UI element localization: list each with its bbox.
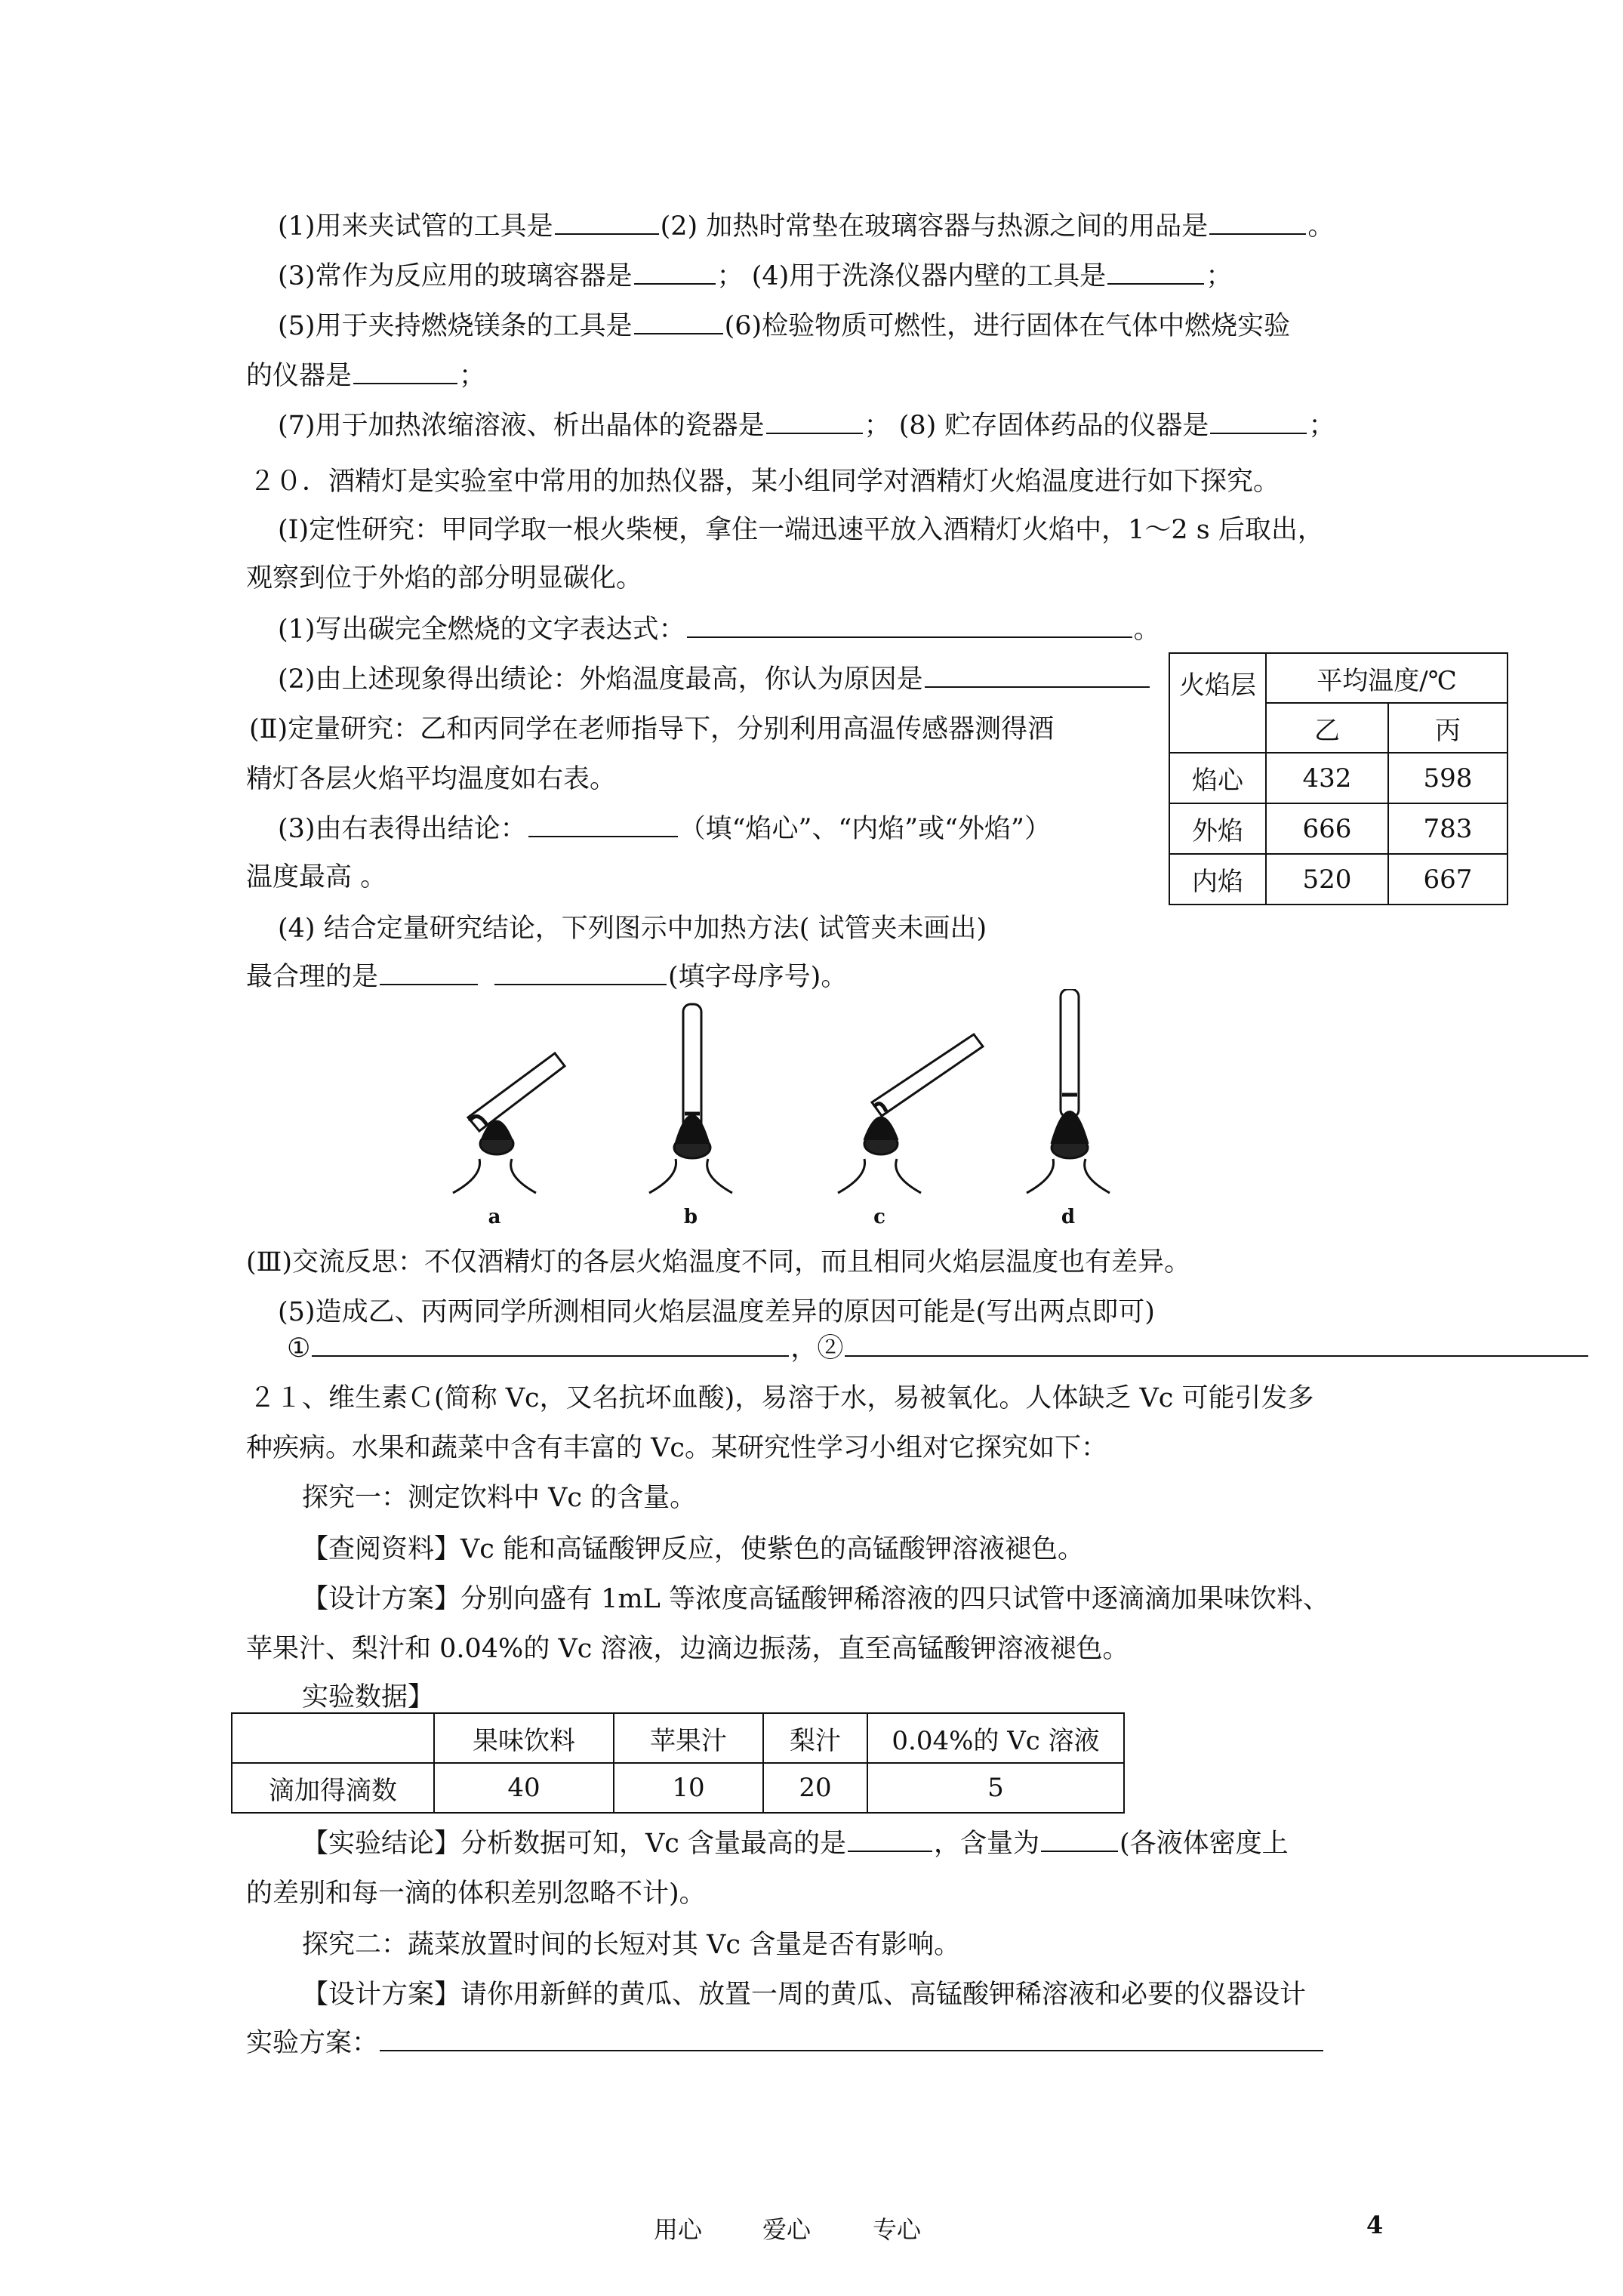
answer-blank[interactable]: [312, 1333, 789, 1357]
table-header-yi: 乙: [1266, 703, 1388, 753]
table-header-layer: 火焰层: [1169, 653, 1266, 753]
q20-sub-1: (1)写出碳完全燃烧的文字表达式： 。: [278, 615, 1160, 645]
q21-data-heading: 实验数据】: [302, 1682, 435, 1712]
footer-motto-3: 专心: [873, 2215, 922, 2244]
footer-motto-2: 爱心: [762, 2215, 812, 2244]
q19-line-4: 的仪器是 ；: [246, 361, 486, 391]
q21-conclusion: 【实验结论】分析数据可知，Vc 含量最高的是 ，含量为 (各液体密度上: [302, 1829, 1289, 1859]
answer-blank[interactable]: [1041, 1828, 1118, 1852]
q20-sub-5-answers: ① ，②: [287, 1330, 1590, 1367]
page-number: 4: [1366, 2211, 1384, 2239]
answer-blank[interactable]: [494, 961, 667, 985]
q19-line-5: (7)用于加热浓缩溶液、析出晶体的瓷器是 ； (8) 贮存固体药品的仪器是 ；: [278, 411, 1335, 441]
table-row: 滴加得滴数 40 10 20 5: [232, 1763, 1124, 1813]
q19-item-6: (6)检验物质可燃性，进行固体在气体中燃烧实验: [724, 311, 1291, 341]
q21-design-2: 【设计方案】请你用新鲜的黄瓜、放置一周的黄瓜、高锰酸钾稀溶液和必要的仪器设计: [302, 1980, 1307, 2010]
answer-blank[interactable]: [528, 813, 678, 837]
answer-blank[interactable]: [925, 664, 1150, 688]
label-d: d: [1061, 1206, 1076, 1228]
setup-a-icon: [453, 1053, 565, 1193]
q20-sub-4: (4) 结合定量研究结论，下列图示中加热方法( 试管夹未画出): [278, 914, 987, 944]
answer-blank[interactable]: [380, 961, 478, 985]
label-a: a: [488, 1206, 501, 1228]
answer-blank[interactable]: [634, 260, 716, 285]
answer-blank[interactable]: [687, 614, 1132, 638]
label-c: c: [873, 1206, 885, 1228]
q20-intro: ２０．酒精灯是实验室中常用的加热仪器，某小组同学对酒精灯火焰温度进行如下探究。: [249, 467, 1280, 497]
footer-motto-1: 用心: [654, 2215, 703, 2244]
setup-b-icon: [649, 1004, 732, 1193]
q21-design: 【设计方案】分别向盛有 1mL 等浓度高锰酸钾稀溶液的四只试管中逐滴滴加果味饮料、: [302, 1584, 1329, 1614]
q21-intro-cont: 种疾病。水果和蔬菜中含有丰富的 Vc。某研究性学习小组对它探究如下：: [246, 1433, 1108, 1463]
answer-blank[interactable]: [380, 2027, 1323, 2051]
q19-line-3: [278, 308, 1290, 344]
answer-blank[interactable]: [848, 1828, 932, 1852]
table-row: 外焰 666 783: [1169, 803, 1508, 854]
answer-blank[interactable]: [555, 211, 659, 235]
q21-inquiry-1: 探究一：测定饮料中 Vc 的含量。: [302, 1483, 697, 1513]
q20-sub-3-cont: 温度最高 。: [246, 862, 387, 892]
answer-blank[interactable]: [353, 360, 457, 384]
answer-blank[interactable]: [766, 410, 863, 434]
q19-item-5: (5)用于夹持燃烧镁条的工具是: [278, 311, 633, 341]
q20-qualitative-cont: 观察到位于外焰的部分明显碳化。: [246, 563, 643, 593]
q20-sub-4-cont: 最合理的是 (填字母序号)。: [246, 962, 848, 992]
answer-blank[interactable]: [1107, 260, 1204, 285]
q19-item-3: (3)常作为反应用的玻璃容器是: [278, 261, 633, 291]
q21-intro: ２１、维生素Ｃ(简称 Vc，又名抗坏血酸)，易溶于水，易被氧化。人体缺乏 Vc 可能引发多: [249, 1383, 1314, 1413]
q20-reflection: (Ⅲ)交流反思：不仅酒精灯的各层火焰温度不同，而且相同火焰层温度也有差异。: [246, 1247, 1191, 1277]
table-header-temp: 平均温度/℃: [1266, 653, 1508, 703]
setup-c-icon: [838, 1034, 983, 1193]
label-b: b: [683, 1206, 698, 1228]
q21-references: 【查阅资料】Vc 能和高锰酸钾反应，使紫色的高锰酸钾溶液褪色。: [302, 1534, 1085, 1564]
q20-quantitative-cont: 精灯各层火焰平均温度如右表。: [246, 764, 617, 794]
answer-blank[interactable]: [634, 310, 723, 334]
table-row: 焰心 432 598: [1169, 753, 1508, 803]
q21-design-2-cont: 实验方案：: [246, 2025, 1325, 2061]
q20-sub-2: (2)由上述现象得出绩论：外焰温度最高，你认为原因是: [278, 661, 1151, 698]
q19-item-4: ； (4)用于洗涤仪器内壁的工具是: [716, 261, 1107, 291]
table-row: 果味饮料 苹果汁 梨汁 0.04%的 Vc 溶液: [232, 1713, 1124, 1763]
q19-item-2: (2) 加热时常垫在玻璃容器与热源之间的用品是: [660, 211, 1209, 242]
answer-blank[interactable]: [845, 1333, 1588, 1357]
table-row: 内焰 520 667: [1169, 854, 1508, 905]
heating-methods-figure: [423, 989, 1193, 1238]
flame-temperature-table: [1169, 652, 1508, 905]
table-header-bing: 丙: [1388, 703, 1508, 753]
q19-line-2: (3)常作为反应用的玻璃容器是 ； (4)用于洗涤仪器内壁的工具是 ；: [278, 261, 1233, 291]
answer-blank[interactable]: [1210, 410, 1307, 434]
answer-blank[interactable]: [1209, 211, 1306, 235]
setup-d-icon: [1027, 989, 1110, 1193]
q19-item-8: ； (8) 贮存固体药品的仪器是: [864, 411, 1209, 441]
q20-sub-5: (5)造成乙、丙两同学所测相同火焰层温度差异的原因可能是(写出两点即可): [278, 1297, 1155, 1327]
q21-conclusion-cont: 的差别和每一滴的体积差别忽略不计)。: [246, 1878, 706, 1909]
q19-item-1: (1)用来夹试管的工具是: [278, 211, 553, 242]
q21-design-cont: 苹果汁、梨汁和 0.04%的 Vc 溶液，边滴边振荡，直至高锰酸钾溶液褪色。: [246, 1634, 1129, 1664]
q20-qualitative: (Ⅰ)定性研究：甲同学取一根火柴梗，拿住一端迅速平放入酒精灯火焰中，1～2 s 后取出，: [278, 515, 1324, 545]
q19-item-7: (7)用于加热浓缩溶液、析出晶体的瓷器是: [278, 411, 765, 441]
q21-inquiry-2: 探究二：蔬菜放置时间的长短对其 Vc 含量是否有影响。: [302, 1930, 961, 1960]
q20-sub-3: (3)由右表得出结论： （填“焰心”、“内焰”或“外焰”）: [278, 814, 1051, 844]
q20-quantitative: (Ⅱ)定量研究：乙和丙同学在老师指导下，分别利用高温传感器测得酒: [249, 714, 1055, 744]
q19-line-1: (1)用来夹试管的工具是 (2) 加热时常垫在玻璃容器与热源之间的用品是 。: [278, 211, 1335, 242]
drop-count-table: [231, 1712, 1125, 1814]
